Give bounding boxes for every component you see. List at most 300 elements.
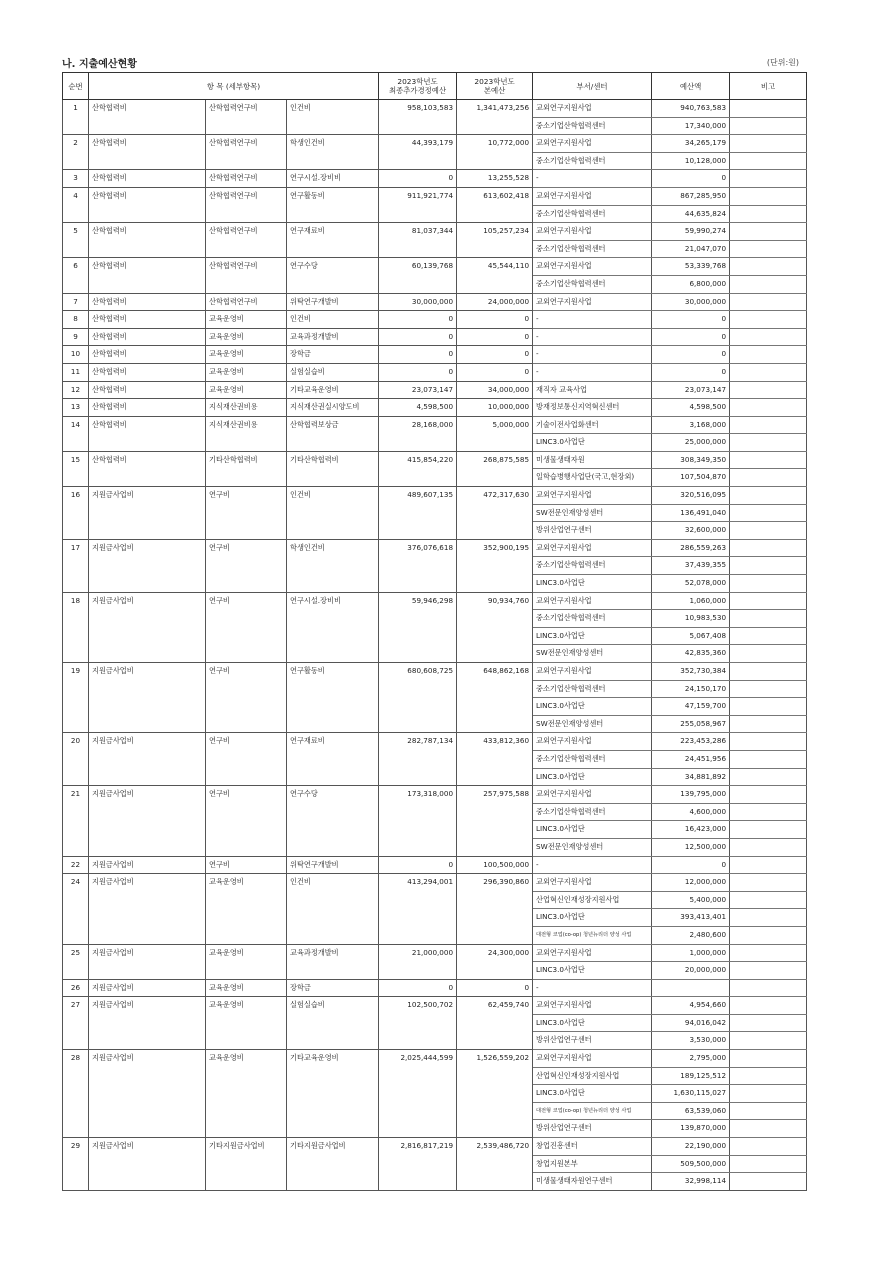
dept-name: 일학습병행사업단(국고,현장외) xyxy=(533,469,652,487)
category-2: 연구비 xyxy=(206,786,287,804)
empty-cell xyxy=(63,1155,89,1173)
main-budget: 0 xyxy=(457,328,533,346)
main-budget: 13,255,528 xyxy=(457,170,533,188)
table-row xyxy=(63,1014,807,1032)
note-cell xyxy=(730,909,807,927)
note-cell xyxy=(730,698,807,716)
row-number: 14 xyxy=(63,416,89,434)
dept-name: - xyxy=(533,328,652,346)
empty-cell xyxy=(287,434,379,452)
category-3: 연구시설.장비비 xyxy=(287,170,379,188)
table-row xyxy=(63,926,807,944)
dept-amount: 53,339,768 xyxy=(652,258,730,276)
dept-name: 교외연구지원사업 xyxy=(533,100,652,118)
empty-cell xyxy=(457,1155,533,1173)
note-cell xyxy=(730,522,807,540)
table-row xyxy=(63,187,807,205)
empty-cell xyxy=(63,1032,89,1050)
empty-cell xyxy=(457,1173,533,1191)
empty-cell xyxy=(287,469,379,487)
empty-cell xyxy=(63,962,89,980)
empty-cell xyxy=(287,891,379,909)
table-row xyxy=(63,522,807,540)
final-budget: 0 xyxy=(379,979,457,997)
table-row xyxy=(63,1032,807,1050)
row-number: 9 xyxy=(63,328,89,346)
final-budget: 376,076,618 xyxy=(379,539,457,557)
empty-cell xyxy=(63,205,89,223)
category-1: 지원금사업비 xyxy=(89,856,206,874)
dept-name: 교외연구지원사업 xyxy=(533,997,652,1015)
table-row xyxy=(63,311,807,329)
dept-name: LINC3.0사업단 xyxy=(533,909,652,927)
row-number: 15 xyxy=(63,451,89,469)
empty-cell xyxy=(206,504,287,522)
note-cell xyxy=(730,311,807,329)
empty-cell xyxy=(206,1085,287,1103)
empty-cell xyxy=(89,715,206,733)
category-1: 산학협력비 xyxy=(89,381,206,399)
empty-cell xyxy=(287,750,379,768)
dept-name: 교외연구지원사업 xyxy=(533,223,652,241)
empty-cell xyxy=(379,1173,457,1191)
empty-cell xyxy=(457,698,533,716)
empty-cell xyxy=(287,557,379,575)
empty-cell xyxy=(457,610,533,628)
dept-amount: 52,078,000 xyxy=(652,575,730,593)
empty-cell xyxy=(206,1120,287,1138)
table-row xyxy=(63,346,807,364)
row-number: 1 xyxy=(63,100,89,118)
note-cell xyxy=(730,768,807,786)
dept-amount: 32,998,114 xyxy=(652,1173,730,1191)
header-item: 항 목 (세부항목) xyxy=(89,73,379,100)
category-1: 지원금사업비 xyxy=(89,786,206,804)
note-cell xyxy=(730,1085,807,1103)
dept-amount: 3,168,000 xyxy=(652,416,730,434)
empty-cell xyxy=(287,117,379,135)
category-2: 산학협력연구비 xyxy=(206,135,287,153)
final-budget: 489,607,135 xyxy=(379,487,457,505)
dept-name: LINC3.0사업단 xyxy=(533,575,652,593)
empty-cell xyxy=(287,1120,379,1138)
table-row xyxy=(63,768,807,786)
category-3: 교육과정개발비 xyxy=(287,328,379,346)
table-row xyxy=(63,504,807,522)
empty-cell xyxy=(457,240,533,258)
empty-cell xyxy=(63,240,89,258)
main-budget: 268,875,585 xyxy=(457,451,533,469)
dept-amount: 47,159,700 xyxy=(652,698,730,716)
dept-amount: 5,067,408 xyxy=(652,627,730,645)
category-2: 산학협력연구비 xyxy=(206,170,287,188)
final-budget: 0 xyxy=(379,363,457,381)
category-3: 교육과정개발비 xyxy=(287,944,379,962)
dept-amount: 16,423,000 xyxy=(652,821,730,839)
dept-name: - xyxy=(533,170,652,188)
category-1: 산학협력비 xyxy=(89,311,206,329)
category-1: 산학협력비 xyxy=(89,100,206,118)
table-row xyxy=(63,240,807,258)
empty-cell xyxy=(63,838,89,856)
note-cell xyxy=(730,1120,807,1138)
empty-cell xyxy=(206,1067,287,1085)
category-2: 교육운영비 xyxy=(206,311,287,329)
empty-cell xyxy=(63,575,89,593)
dept-amount: 6,800,000 xyxy=(652,275,730,293)
empty-cell xyxy=(457,117,533,135)
empty-cell xyxy=(89,522,206,540)
note-cell xyxy=(730,575,807,593)
empty-cell xyxy=(63,1120,89,1138)
row-number: 17 xyxy=(63,539,89,557)
empty-cell xyxy=(457,275,533,293)
empty-cell xyxy=(206,1032,287,1050)
dept-name: 교외연구지원사업 xyxy=(533,135,652,153)
empty-cell xyxy=(206,205,287,223)
empty-cell xyxy=(63,768,89,786)
final-budget: 23,073,147 xyxy=(379,381,457,399)
row-number: 4 xyxy=(63,187,89,205)
category-3: 인건비 xyxy=(287,874,379,892)
unit-label: (단위:원) xyxy=(766,58,799,67)
dept-amount: 509,500,000 xyxy=(652,1155,730,1173)
empty-cell xyxy=(379,1155,457,1173)
note-cell xyxy=(730,803,807,821)
table-row xyxy=(63,539,807,557)
empty-cell xyxy=(206,1102,287,1120)
header-final-budget: 2023학년도 최종추가경정예산 xyxy=(379,73,457,100)
category-3: 실험실습비 xyxy=(287,363,379,381)
empty-cell xyxy=(379,891,457,909)
note-cell xyxy=(730,1102,807,1120)
dept-amount: 25,000,000 xyxy=(652,434,730,452)
note-cell xyxy=(730,539,807,557)
dept-name: 중소기업산학협력센터 xyxy=(533,803,652,821)
empty-cell xyxy=(63,803,89,821)
empty-cell xyxy=(63,926,89,944)
table-row xyxy=(63,733,807,751)
dept-name: 대전형 코업(co-op) 청년뉴리더 양성 사업 xyxy=(533,1102,652,1120)
dept-name: 교외연구지원사업 xyxy=(533,663,652,681)
empty-cell xyxy=(379,117,457,135)
category-1: 산학협력비 xyxy=(89,363,206,381)
empty-cell xyxy=(287,152,379,170)
category-1: 산학협력비 xyxy=(89,399,206,417)
category-1: 지원금사업비 xyxy=(89,487,206,505)
empty-cell xyxy=(89,627,206,645)
category-1: 지원금사업비 xyxy=(89,592,206,610)
table-row xyxy=(63,205,807,223)
empty-cell xyxy=(379,768,457,786)
row-number: 29 xyxy=(63,1138,89,1156)
empty-cell xyxy=(206,909,287,927)
note-cell xyxy=(730,786,807,804)
final-budget: 2,816,817,219 xyxy=(379,1138,457,1156)
empty-cell xyxy=(457,1085,533,1103)
empty-cell xyxy=(287,627,379,645)
empty-cell xyxy=(89,610,206,628)
empty-cell xyxy=(206,750,287,768)
empty-cell xyxy=(457,909,533,927)
empty-cell xyxy=(206,1173,287,1191)
table-row xyxy=(63,874,807,892)
main-budget: 352,900,195 xyxy=(457,539,533,557)
table-row xyxy=(63,856,807,874)
main-budget: 10,772,000 xyxy=(457,135,533,153)
dept-amount: 21,047,070 xyxy=(652,240,730,258)
empty-cell xyxy=(206,838,287,856)
category-1: 지원금사업비 xyxy=(89,1138,206,1156)
dept-amount: 23,073,147 xyxy=(652,381,730,399)
note-cell xyxy=(730,504,807,522)
table-row xyxy=(63,170,807,188)
category-1: 지원금사업비 xyxy=(89,1050,206,1068)
empty-cell xyxy=(457,750,533,768)
table-row xyxy=(63,997,807,1015)
note-cell xyxy=(730,381,807,399)
empty-cell xyxy=(379,1032,457,1050)
table-row xyxy=(63,1173,807,1191)
empty-cell xyxy=(89,1102,206,1120)
empty-cell xyxy=(287,680,379,698)
dept-name: - xyxy=(533,363,652,381)
main-budget: 0 xyxy=(457,363,533,381)
dept-amount: 10,128,000 xyxy=(652,152,730,170)
empty-cell xyxy=(89,645,206,663)
dept-amount: 139,795,000 xyxy=(652,786,730,804)
empty-cell xyxy=(287,1085,379,1103)
category-1: 지원금사업비 xyxy=(89,663,206,681)
dept-name: 미생물생태자원 xyxy=(533,451,652,469)
empty-cell xyxy=(89,1085,206,1103)
dept-amount: 44,635,824 xyxy=(652,205,730,223)
dept-amount: 10,983,530 xyxy=(652,610,730,628)
row-number: 6 xyxy=(63,258,89,276)
empty-cell xyxy=(379,522,457,540)
main-budget: 648,862,168 xyxy=(457,663,533,681)
row-number: 26 xyxy=(63,979,89,997)
note-cell xyxy=(730,926,807,944)
note-cell xyxy=(730,592,807,610)
main-budget: 100,500,000 xyxy=(457,856,533,874)
dept-amount: 189,125,512 xyxy=(652,1067,730,1085)
final-budget: 60,139,768 xyxy=(379,258,457,276)
main-budget: 34,000,000 xyxy=(457,381,533,399)
dept-name: 재직자 교육사업 xyxy=(533,381,652,399)
dept-name: - xyxy=(533,979,652,997)
category-3: 장학금 xyxy=(287,979,379,997)
main-budget: 90,934,760 xyxy=(457,592,533,610)
empty-cell xyxy=(89,434,206,452)
main-budget: 10,000,000 xyxy=(457,399,533,417)
main-budget: 257,975,588 xyxy=(457,786,533,804)
empty-cell xyxy=(287,504,379,522)
dept-name: 교외연구지원사업 xyxy=(533,592,652,610)
dept-name: 중소기업산학협력센터 xyxy=(533,275,652,293)
empty-cell xyxy=(206,522,287,540)
dept-name: SW전문인재양성센터 xyxy=(533,645,652,663)
empty-cell xyxy=(63,750,89,768)
category-1: 산학협력비 xyxy=(89,328,206,346)
category-3: 산학협력보상금 xyxy=(287,416,379,434)
dept-amount: 136,491,040 xyxy=(652,504,730,522)
row-number: 12 xyxy=(63,381,89,399)
dept-amount xyxy=(652,979,730,997)
table-row xyxy=(63,1050,807,1068)
table-row xyxy=(63,363,807,381)
empty-cell xyxy=(287,1014,379,1032)
category-1: 산학협력비 xyxy=(89,135,206,153)
dept-amount: 2,480,600 xyxy=(652,926,730,944)
category-1: 지원금사업비 xyxy=(89,979,206,997)
table-row xyxy=(63,399,807,417)
note-cell xyxy=(730,205,807,223)
note-cell xyxy=(730,1173,807,1191)
empty-cell xyxy=(287,838,379,856)
category-2: 교육운영비 xyxy=(206,346,287,364)
main-budget: 2,539,486,720 xyxy=(457,1138,533,1156)
empty-cell xyxy=(457,926,533,944)
note-cell xyxy=(730,856,807,874)
category-2: 연구비 xyxy=(206,663,287,681)
empty-cell xyxy=(206,680,287,698)
dept-name: 교외연구지원사업 xyxy=(533,187,652,205)
row-number: 20 xyxy=(63,733,89,751)
empty-cell xyxy=(379,1120,457,1138)
dept-amount: 352,730,384 xyxy=(652,663,730,681)
empty-cell xyxy=(457,962,533,980)
empty-cell xyxy=(379,821,457,839)
category-1: 지원금사업비 xyxy=(89,874,206,892)
empty-cell xyxy=(206,715,287,733)
final-budget: 30,000,000 xyxy=(379,293,457,311)
note-cell xyxy=(730,240,807,258)
row-number: 7 xyxy=(63,293,89,311)
dept-name: SW전문인재양성센터 xyxy=(533,504,652,522)
empty-cell xyxy=(63,680,89,698)
empty-cell xyxy=(287,715,379,733)
row-number: 22 xyxy=(63,856,89,874)
main-budget: 296,390,860 xyxy=(457,874,533,892)
empty-cell xyxy=(89,1173,206,1191)
dept-amount: 940,763,583 xyxy=(652,100,730,118)
empty-cell xyxy=(457,469,533,487)
empty-cell xyxy=(379,1014,457,1032)
table-row xyxy=(63,803,807,821)
row-number: 16 xyxy=(63,487,89,505)
empty-cell xyxy=(63,891,89,909)
note-cell xyxy=(730,1032,807,1050)
empty-cell xyxy=(89,750,206,768)
empty-cell xyxy=(63,627,89,645)
dept-amount: 1,000,000 xyxy=(652,944,730,962)
empty-cell xyxy=(379,557,457,575)
final-budget: 0 xyxy=(379,170,457,188)
empty-cell xyxy=(63,698,89,716)
category-1: 산학협력비 xyxy=(89,451,206,469)
dept-amount: 4,598,500 xyxy=(652,399,730,417)
budget-table xyxy=(62,72,807,1191)
table-row xyxy=(63,962,807,980)
dept-amount: 12,000,000 xyxy=(652,874,730,892)
table-row xyxy=(63,223,807,241)
final-budget: 44,393,179 xyxy=(379,135,457,153)
dept-amount: 286,559,263 xyxy=(652,539,730,557)
table-row xyxy=(63,1102,807,1120)
main-budget: 0 xyxy=(457,311,533,329)
header-note: 비고 xyxy=(730,73,807,100)
category-1: 지원금사업비 xyxy=(89,997,206,1015)
empty-cell xyxy=(379,909,457,927)
empty-cell xyxy=(379,610,457,628)
category-2: 산학협력연구비 xyxy=(206,258,287,276)
note-cell xyxy=(730,258,807,276)
empty-cell xyxy=(89,1120,206,1138)
note-cell xyxy=(730,152,807,170)
category-1: 지원금사업비 xyxy=(89,944,206,962)
category-2: 교육운영비 xyxy=(206,944,287,962)
empty-cell xyxy=(457,434,533,452)
empty-cell xyxy=(287,522,379,540)
dept-name: 산업혁신인재성장지원사업 xyxy=(533,1067,652,1085)
category-1: 산학협력비 xyxy=(89,346,206,364)
note-cell xyxy=(730,363,807,381)
dept-amount: 24,451,956 xyxy=(652,750,730,768)
dept-amount: 37,439,355 xyxy=(652,557,730,575)
category-3: 인건비 xyxy=(287,100,379,118)
main-budget: 472,317,630 xyxy=(457,487,533,505)
note-cell xyxy=(730,838,807,856)
dept-name: 교외연구지원사업 xyxy=(533,487,652,505)
final-budget: 102,500,702 xyxy=(379,997,457,1015)
row-number: 3 xyxy=(63,170,89,188)
row-number: 13 xyxy=(63,399,89,417)
main-budget: 1,341,473,256 xyxy=(457,100,533,118)
dept-name: 대전형 코업(co-op) 청년뉴리더 양성 사업 xyxy=(533,926,652,944)
empty-cell xyxy=(89,698,206,716)
category-2: 교육운영비 xyxy=(206,1050,287,1068)
dept-name: LINC3.0사업단 xyxy=(533,434,652,452)
category-2: 산학협력연구비 xyxy=(206,187,287,205)
empty-cell xyxy=(89,926,206,944)
empty-cell xyxy=(287,275,379,293)
dept-name: 중소기업산학협력센터 xyxy=(533,117,652,135)
dept-name: 미생물생태자원연구센터 xyxy=(533,1173,652,1191)
empty-cell xyxy=(457,838,533,856)
note-cell xyxy=(730,627,807,645)
empty-cell xyxy=(457,1067,533,1085)
empty-cell xyxy=(287,926,379,944)
empty-cell xyxy=(89,504,206,522)
empty-cell xyxy=(379,1067,457,1085)
table-row xyxy=(63,469,807,487)
category-3: 인건비 xyxy=(287,487,379,505)
note-cell xyxy=(730,891,807,909)
empty-cell xyxy=(379,698,457,716)
empty-cell xyxy=(89,469,206,487)
empty-cell xyxy=(379,1102,457,1120)
empty-cell xyxy=(379,575,457,593)
dept-name: 교외연구지원사업 xyxy=(533,1050,652,1068)
note-cell xyxy=(730,117,807,135)
empty-cell xyxy=(457,715,533,733)
empty-cell xyxy=(457,504,533,522)
empty-cell xyxy=(206,926,287,944)
empty-cell xyxy=(457,522,533,540)
dept-amount: 0 xyxy=(652,856,730,874)
empty-cell xyxy=(287,698,379,716)
